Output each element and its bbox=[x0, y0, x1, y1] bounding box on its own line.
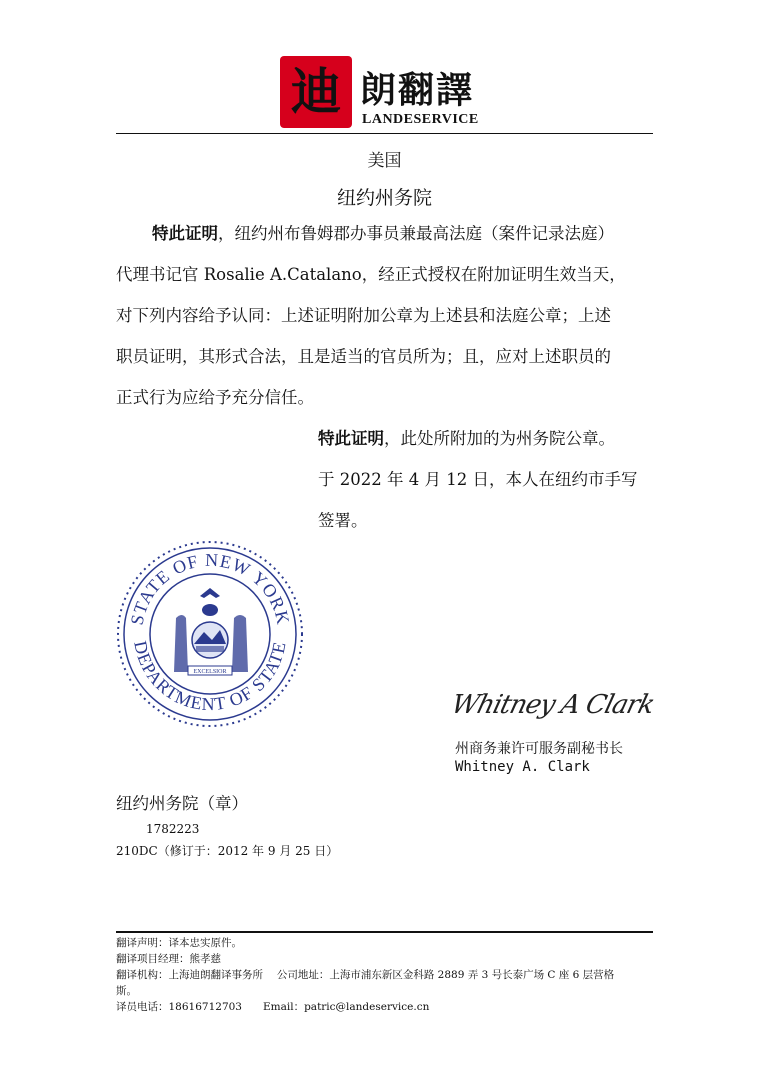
footer-manager: 翻译项目经理：熊孝慈 bbox=[116, 953, 221, 965]
signer-name: Whitney A. Clark bbox=[455, 759, 590, 775]
para2-text: ，此处所附加的为州务院公章。 bbox=[384, 429, 615, 448]
page-title: 纽约州务院 bbox=[336, 187, 432, 209]
state-seal bbox=[116, 540, 304, 728]
para1-line2: 代理书记官 Rosalie A.Catalano，经正式授权在附加证明生效当天， bbox=[116, 265, 626, 284]
country-heading: 美国 bbox=[367, 151, 402, 171]
para1-line5: 正式行为应给予充分信任。 bbox=[116, 388, 314, 407]
justice-figure-icon bbox=[232, 615, 248, 672]
footer-divider bbox=[116, 931, 653, 933]
handwritten-signature bbox=[448, 690, 658, 734]
para1-line1-text: ，纽约州布鲁姆郡办事员兼最高法庭（案件记录法庭） bbox=[218, 224, 614, 243]
para2-line bbox=[318, 418, 658, 459]
seal-bottom-text: DEPARTMENT OF STATE bbox=[130, 639, 290, 715]
footer-agency-cont: 斯。 bbox=[116, 985, 137, 997]
para1-line3: 对下列内容给予认同：上述证明附加公章为上述县和法庭公章；上述 bbox=[116, 306, 611, 325]
logo-red-badge bbox=[280, 56, 352, 128]
para2-bold: 特此证明 bbox=[318, 429, 384, 448]
para1-line4: 职员证明，其形式合法，且是适当的官员所为；且，应对上述职员的 bbox=[116, 347, 611, 366]
signature-script: Whitney A Clark bbox=[448, 690, 658, 720]
logo-red-char: 迪 bbox=[291, 62, 341, 121]
translator-footer bbox=[116, 935, 656, 1015]
seal-emblem bbox=[174, 588, 248, 675]
company-logo bbox=[280, 56, 485, 132]
seal-paragraph bbox=[318, 418, 658, 541]
form-number: 210DC（修订于：2012 年 9 月 25 日） bbox=[116, 844, 339, 858]
footer-contact: 译员电话：18616712703 Email：patric@landeservice.cn bbox=[116, 1001, 430, 1013]
para3-line2: 签署。 bbox=[318, 511, 368, 530]
para1-line1 bbox=[116, 213, 656, 254]
seal-motto: EXCELSIOR bbox=[193, 669, 227, 675]
logo-subtitle: LANDESERVICE bbox=[362, 112, 479, 127]
seal-top-text: STATE OF NEW YORK bbox=[126, 549, 294, 627]
certification-paragraph bbox=[116, 213, 656, 418]
eagle-icon bbox=[200, 588, 220, 598]
footer-statement: 翻译声明：译本忠实原件。 bbox=[116, 937, 242, 949]
stamp-label: 纽约州务院（章） bbox=[116, 794, 248, 813]
header-divider bbox=[116, 133, 653, 134]
document-number: 1782223 bbox=[146, 822, 200, 836]
logo-chars: 朗翻譯 bbox=[360, 69, 475, 111]
para1-bold: 特此证明 bbox=[152, 224, 218, 243]
para3-line1: 于 2022 年 4 月 12 日，本人在纽约市手写 bbox=[318, 470, 638, 489]
footer-agency: 翻译机构：上海迪朗翻译事务所 公司地址：上海市浦东新区金科路 2889 弄 3 号长泰广场 C 座 6 层营格 bbox=[116, 969, 615, 981]
liberty-figure-icon bbox=[174, 615, 188, 672]
signer-title: 州商务兼许可服务副秘书长 bbox=[455, 741, 623, 757]
